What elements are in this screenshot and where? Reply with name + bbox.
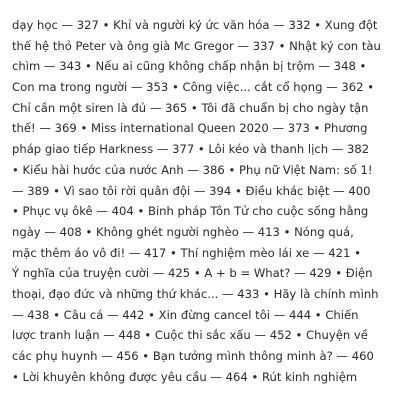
toc-line: • Phục vụ ôkê — 404 • Binh pháp Tôn Tử cho cuộc sống hằng — [12, 204, 369, 219]
toc-line: — 389 • Vì sao tôi rời quân đội — 394 • Điều khác biệt — 400 — [12, 183, 371, 198]
toc-line: Con ma trong người — 353 • Công việc... cắt cổ họng — 362 • — [12, 80, 375, 95]
toc-line: pháp giao tiếp Harkness — 377 • Lôi kéo và thanh lịch — 382 — [12, 142, 370, 157]
toc-line: dạy học — 327 • Khỉ và người ký ức văn hóa — 332 • Xung đột — [12, 18, 378, 32]
toc-line: mặc thêm áo vô đi! — 417 • Thí nghiệm mèo lái xe — 421 • — [12, 245, 361, 260]
toc-line: thoại, đạo đức và những thứ khác... — 433 • Hãy là chính mình — [12, 286, 379, 301]
toc-line: ngày — 408 • Không ghét người nghèo — 413 • Nóng quá, — [12, 224, 354, 239]
toc-line: các phụ huynh — 456 • Bạn tưởng mình thông minh à? — 460 — [12, 349, 374, 363]
table-of-contents-text — [12, 15, 394, 387]
toc-line: lược tranh luận — 448 • Cuộc thi sắc xấu — 452 • Chuyện về — [12, 328, 368, 343]
toc-line: Chỉ cần một siren là đủ — 365 • Tôi đã chuẩn bị cho ngày tận — [12, 100, 369, 115]
toc-line: thế hệ thỏ Peter và ông già Mc Gregor — 337 • Nhật ký con tàu — [12, 38, 381, 53]
toc-line: • Lời khuyên không được yêu cầu — 464 • Rút kinh nghiệm — [12, 369, 358, 384]
toc-line: — 438 • Câu cá — 442 • Xin đừng cancel tôi — 444 • Chiến — [12, 307, 359, 322]
toc-line: • Kiểu hài hước của nước Anh — 386 • Phụ nữ Việt Nam: số 1! — [12, 162, 373, 177]
toc-line: chìm — 343 • Nếu ai cũng không chấp nhận bị trộm — 348 • — [12, 59, 367, 74]
toc-line: Ý nghĩa của truyện cười — 425 • A + b = What? — 429 • Điện — [12, 266, 373, 281]
toc-line: thế! — 369 • Miss international Queen 2020 — 373 • Phương — [12, 121, 368, 136]
